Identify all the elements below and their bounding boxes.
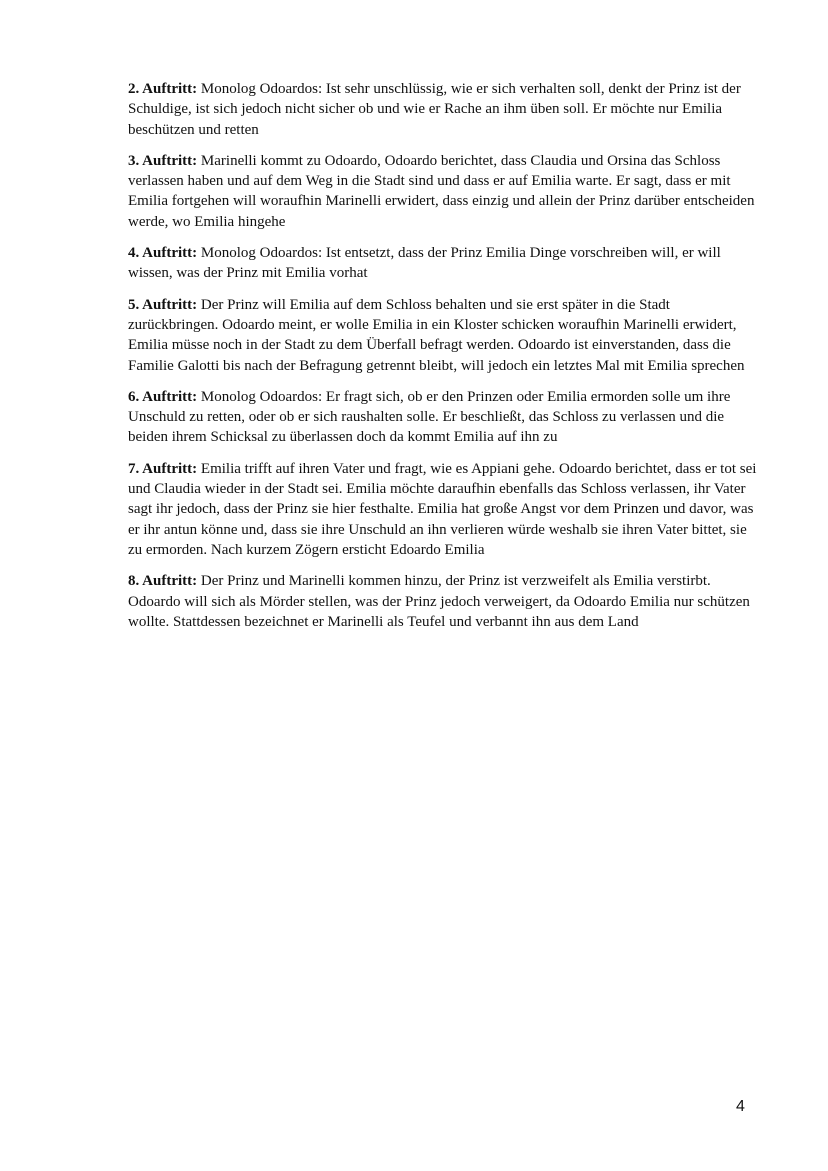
scene-summary-6: [128, 387, 758, 448]
scene-heading: 3. Auftritt:: [128, 152, 198, 169]
document-body: [128, 79, 758, 643]
scene-text: Der Prinz will Emilia auf dem Schloss behalten und sie erst später in die Stadt zurückbringen. Odoardo meint, er wolle Emilia in ein Kloster schicken woraufhin Marinelli erwidert, Emilia müsse noch in der Stadt zu dem Überfall befragt werden. Odoardo ist einverstanden, dass die Familie Galotti bis nach der Befragung getrennt bleibt, will jedoch ein letztes Mal mit Emilia sprechen: [128, 296, 745, 374]
scene-heading: 2. Auftritt:: [128, 81, 198, 97]
page-number: 4: [736, 1098, 745, 1115]
scene-heading: 7. Auftritt:: [128, 460, 198, 477]
scene-summary-2: [128, 79, 758, 140]
scene-summary-8: [128, 571, 758, 632]
scene-heading: 6. Auftritt:: [128, 388, 198, 405]
scene-text: Emilia trifft auf ihren Vater und fragt, wie es Appiani gehe. Odoardo berichtet, dass er tot sei und Claudia wieder in der Stadt sei. Emilia möchte daraufhin ebenfalls das Schloss verlassen, ihr Vater sagt ihr jedoch, dass der Prinz sie hier festhalte. Emilia hat große Angst vor dem Prinzen und davor, was er ihr antun könne und, dass sie ihre Unschuld an ihn verlieren würde weshalb sie ihren Vater bittet, sie zu ermorden. Nach kurzem Zögern ersticht Edoardo Emilia: [128, 460, 757, 558]
scene-heading: 5. Auftritt:: [128, 296, 198, 313]
scene-summary-4: [128, 243, 758, 284]
scene-summary-5: [128, 295, 758, 376]
scene-text: Monolog Odoardos: Ist sehr unschlüssig, wie er sich verhalten soll, denkt der Prinz ist der Schuldige, ist sich jedoch nicht sicher ob und wie er Rache an ihm üben soll. Er möchte nur Emilia beschützen und retten: [128, 81, 741, 138]
scene-summary-7: [128, 459, 758, 560]
scene-text: Marinelli kommt zu Odoardo, Odoardo berichtet, dass Claudia und Orsina das Schloss verlassen haben und auf dem Weg in die Stadt sind und dass er auf Emilia warte. Er sagt, dass er mit Emilia fortgehen will woraufhin Marinelli erwidert, dass einzig und allein der Prinz darüber entscheiden werde, wo Emilia hingehe: [128, 152, 755, 230]
scene-text: Monolog Odoardos: Er fragt sich, ob er den Prinzen oder Emilia ermorden solle um ihre Unschuld zu retten, oder ob er sich raushalten solle. Er beschließt, das Schloss zu verlassen und die beiden ihrem Schicksal zu überlassen doch da kommt Emilia auf ihn zu: [128, 388, 731, 446]
scene-text: Monolog Odoardos: Ist entsetzt, dass der Prinz Emilia Dinge vorschreiben will, er will wissen, was der Prinz mit Emilia vorhat: [128, 245, 721, 282]
scene-summary-3: [128, 151, 758, 232]
scene-text: Der Prinz und Marinelli kommen hinzu, der Prinz ist verzweifelt als Emilia verstirbt. Odoardo will sich als Mörder stellen, was der Prinz jedoch verweigert, da Odoardo Emilia nur schützen wollte. Stattdessen bezeichnet er Marinelli als Teufel und verbannt ihn aus dem Land: [128, 573, 750, 630]
scene-heading: 4. Auftritt:: [128, 245, 198, 262]
scene-heading: 8. Auftritt:: [128, 573, 198, 590]
